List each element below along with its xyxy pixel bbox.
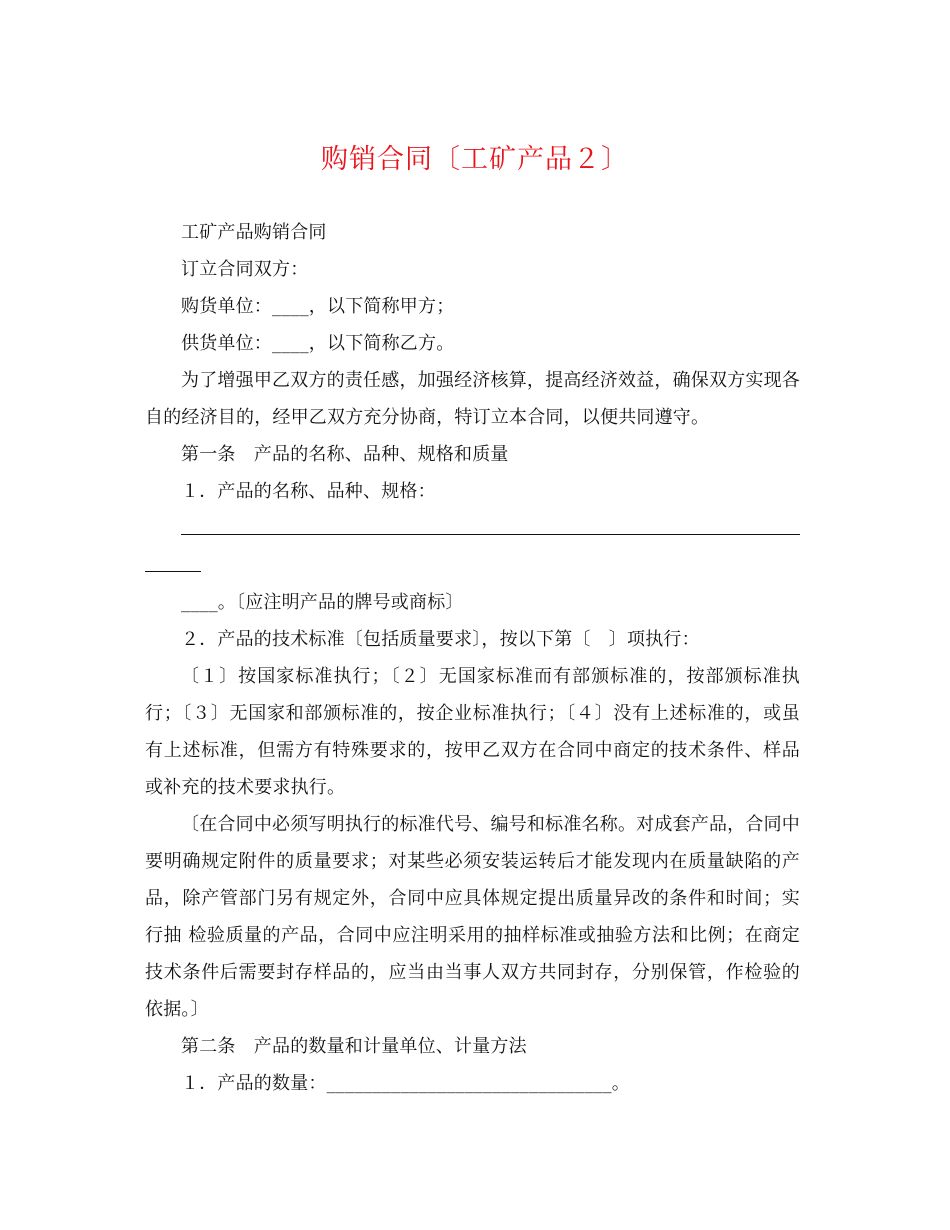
standards-paragraph: 〔１〕按国家标准执行；〔２〕无国家标准而有部颁标准的，按部颁标准执行；〔３〕无国家和部颁标准的，按企业标准执行；〔４〕没有上述标准的，或虽有上述标准，但需方有特殊要求的，按甲乙双方在合同中商定的技术条件、样品或补充的技术要求执行。	[145, 666, 800, 798]
contract-heading: 工矿产品购销合同	[181, 222, 327, 243]
brand-note: ____。〔应注明产品的牌号或商标〕	[181, 592, 464, 613]
underline-rule-short	[145, 571, 201, 572]
article-1-heading: 第一条 产品的名称、品种、规格和质量	[181, 444, 509, 465]
document-body	[145, 214, 800, 1102]
article-2-heading: 第二条 产品的数量和计量单位、计量方法	[181, 1036, 527, 1057]
article-2-item-1: １．产品的数量：_______________________________。	[181, 1073, 630, 1094]
article-1-item-1: １．产品的名称、品种、规格：	[181, 481, 436, 502]
parties-label: 订立合同双方：	[181, 259, 309, 280]
blank-fill-line	[145, 510, 800, 547]
article-1-item-2: ２．产品的技术标准〔包括质量要求〕，按以下第〔 〕项执行：	[181, 629, 700, 650]
document-title: 购销合同〔工矿产品２〕	[321, 144, 629, 175]
preamble-paragraph: 为了增强甲乙双方的责任感，加强经济核算，提高经济效益，确保双方实现各自的经济目的，经甲乙双方充分协商，特订立本合同，以便共同遵守。	[145, 370, 800, 428]
seller-line: 供货单位：____，以下简称乙方。	[181, 333, 455, 354]
buyer-line: 购货单位：____，以下简称甲方；	[181, 296, 455, 317]
blank-fill-line-continued	[145, 547, 800, 584]
underline-rule	[181, 534, 800, 535]
standards-note-paragraph: 〔在合同中必须写明执行的标准代号、编号和标准名称。对成套产品，合同中要明确规定附件的质量要求；对某些必须安装运转后才能发现内在质量缺陷的产品，除产管部门另有规定外，合同中应具体规定提出质量异改的条件和时间；实行抽 检验质量的产品，合同中应注明采用的抽样标准或抽验方法和比例；在商定技术条件后需要封存样品的，应当由当事人双方共同封存，分别保管，作检验的依据。〕	[145, 814, 800, 1020]
